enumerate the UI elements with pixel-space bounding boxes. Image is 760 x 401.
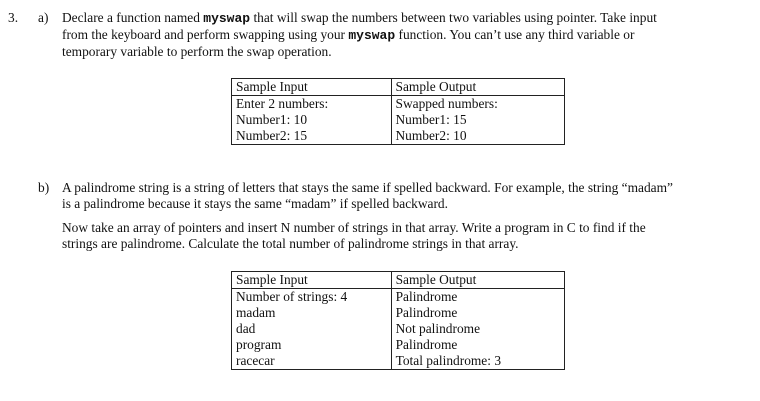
table-cell: Not palindrome bbox=[391, 321, 564, 337]
table-cell: Palindrome bbox=[391, 337, 564, 353]
table-cell: Swapped numbers: bbox=[391, 96, 564, 113]
table-cell: Total palindrome: 3 bbox=[391, 353, 564, 370]
table-cell: dad bbox=[232, 321, 392, 337]
table-row bbox=[232, 353, 565, 370]
part-a-sample-table bbox=[231, 78, 565, 145]
myswap-code-2: myswap bbox=[348, 28, 396, 43]
table-header-output: Sample Output bbox=[391, 79, 564, 96]
table-row bbox=[232, 321, 565, 337]
part-b-paragraph-2-line-1: Now take an array of pointers and insert N number of strings in that array. Write a program in C to find if the bbox=[62, 220, 646, 235]
table-row bbox=[232, 305, 565, 321]
question-number: 3. bbox=[8, 10, 19, 25]
table-row bbox=[232, 96, 565, 113]
part-a-line-3: temporary variable to perform the swap operation. bbox=[62, 44, 332, 59]
table-row bbox=[232, 128, 565, 145]
table-cell: program bbox=[232, 337, 392, 353]
part-b-sample-table bbox=[231, 271, 565, 370]
part-a-line-1-pre: Declare a function named bbox=[62, 10, 204, 25]
table-cell: madam bbox=[232, 305, 392, 321]
table-header-row bbox=[232, 272, 565, 289]
table-cell: racecar bbox=[232, 353, 392, 370]
table-cell: Number2: 15 bbox=[232, 128, 392, 145]
table-cell: Number2: 10 bbox=[391, 128, 564, 145]
part-a-line-2-post: function. You can’t use any third variable or bbox=[395, 27, 635, 42]
part-b-paragraph-1-line-2: is a palindrome because it stays the same “madam” if spelled backward. bbox=[62, 196, 448, 211]
table-cell: Number1: 10 bbox=[232, 112, 392, 128]
table-header-row bbox=[232, 79, 565, 96]
part-a-label: a) bbox=[38, 10, 49, 25]
table-row bbox=[232, 337, 565, 353]
part-b-paragraph-2-line-2: strings are palindrome. Calculate the total number of palindrome strings in that array. bbox=[62, 236, 519, 251]
table-cell: Enter 2 numbers: bbox=[232, 96, 392, 113]
part-a-line-2 bbox=[62, 27, 634, 44]
table-header-input: Sample Input bbox=[232, 272, 392, 289]
table-row bbox=[232, 112, 565, 128]
table-cell: Palindrome bbox=[391, 289, 564, 306]
part-a-line-1 bbox=[62, 10, 657, 27]
table-header-input: Sample Input bbox=[232, 79, 392, 96]
table-cell: Number of strings: 4 bbox=[232, 289, 392, 306]
part-b-label: b) bbox=[38, 180, 50, 195]
table-cell: Palindrome bbox=[391, 305, 564, 321]
table-row bbox=[232, 289, 565, 306]
table-cell: Number1: 15 bbox=[391, 112, 564, 128]
myswap-code-1: myswap bbox=[203, 11, 251, 26]
table-header-output: Sample Output bbox=[391, 272, 564, 289]
part-b-paragraph-1-line-1: A palindrome string is a string of letters that stays the same if spelled backward. For example, the string “madam” bbox=[62, 180, 673, 195]
part-a-line-1-post: that will swap the numbers between two variables using pointer. Take input bbox=[250, 10, 657, 25]
part-a-line-2-pre: from the keyboard and perform swapping using your bbox=[62, 27, 349, 42]
